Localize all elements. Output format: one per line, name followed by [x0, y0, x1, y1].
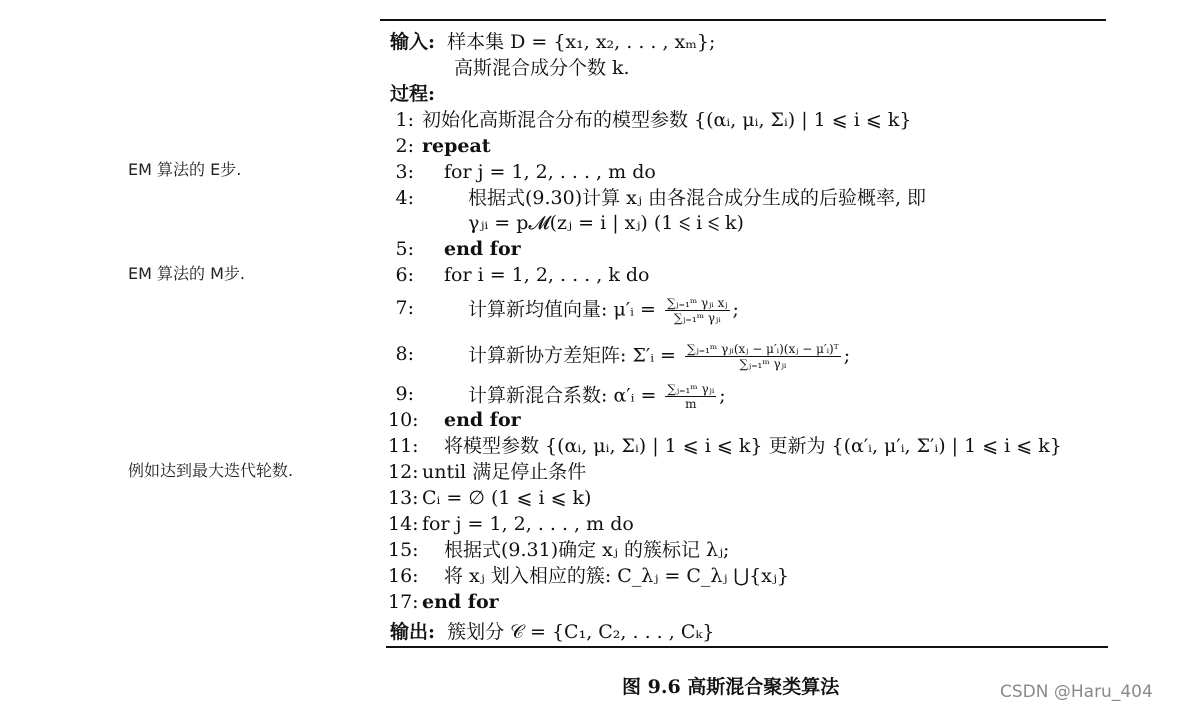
line-number: 11:: [388, 435, 419, 457]
line-text: 计算新均值向量: μ′ᵢ =: [468, 298, 656, 321]
line-number: 10:: [388, 409, 419, 431]
line-tail: ;: [719, 384, 726, 407]
line-text: until 满足停止条件: [422, 461, 587, 483]
line-number: 14:: [388, 513, 419, 535]
input-line1: 样本集 D = {x₁, x₂, . . . , xₘ};: [447, 31, 716, 53]
line-number: 1:: [395, 109, 414, 131]
line-text: for i = 1, 2, . . . , k do: [444, 264, 650, 286]
side-note-iteration: 例如达到最大迭代轮数.: [128, 461, 294, 480]
line-text: 根据式(9.31)确定 xⱼ 的簇标记 λⱼ;: [444, 539, 730, 561]
line-number: 5:: [395, 238, 414, 260]
input-label: 输入:: [390, 31, 436, 53]
line-text: end for: [422, 591, 499, 613]
fraction-denominator: ∑ⱼ₌₁ᵐ γⱼᵢ: [739, 357, 787, 371]
line-tail: ;: [843, 344, 851, 367]
line-number: 3:: [395, 161, 414, 183]
input-line: [390, 30, 715, 54]
output-label: 输出:: [390, 621, 436, 643]
watermark: CSDN @Haru_404: [1000, 682, 1153, 702]
line-text: 初始化高斯混合分布的模型参数 {(αᵢ, μᵢ, Σᵢ) | 1 ⩽ i ⩽ k}: [422, 109, 912, 131]
fraction-denominator: m: [685, 397, 697, 411]
process-label: 过程:: [390, 83, 436, 105]
line-text: for j = 1, 2, . . . , m do: [422, 513, 634, 535]
output-line: [390, 620, 714, 644]
line-number: 9:: [395, 383, 414, 405]
line-number: 7:: [395, 297, 414, 319]
line-text: Cᵢ = ∅ (1 ⩽ i ⩽ k): [422, 487, 592, 509]
line-text: repeat: [422, 135, 491, 157]
line-number: 4:: [395, 187, 414, 209]
side-note-e-step: EM 算法的 E步.: [128, 160, 242, 179]
line-tail: ;: [732, 298, 739, 321]
line-text: end for: [444, 238, 521, 260]
fraction-numerator: ∑ⱼ₌₁ᵐ γⱼᵢ: [667, 382, 715, 396]
input-line2: 高斯混合成分个数 k.: [454, 57, 630, 79]
side-note-m-step: EM 算法的 M步.: [128, 264, 245, 283]
algo-line-4-cont: γⱼᵢ = p𝓜(zⱼ = i | xⱼ) (1 ⩽ i ⩽ k): [468, 212, 744, 234]
figure-caption: 图 9.6 高斯混合聚类算法: [622, 676, 840, 698]
line-text: 计算新混合系数: α′ᵢ =: [468, 384, 657, 407]
line-number: 13:: [388, 487, 419, 509]
line-number: 2:: [395, 135, 414, 157]
line-text: for j = 1, 2, . . . , m do: [444, 161, 656, 183]
line-number: 12:: [388, 461, 419, 483]
output-text: 簇划分 𝒞 = {C₁, C₂, . . . , Cₖ}: [447, 621, 715, 643]
line-text: 将 xⱼ 划入相应的簇: C_λⱼ = C_λⱼ ⋃{xⱼ}: [444, 565, 789, 587]
line-number: 15:: [388, 539, 419, 561]
top-rule: [380, 19, 1106, 21]
fraction: [665, 296, 730, 325]
fraction-denominator: ∑ⱼ₌₁ᵐ γⱼᵢ: [673, 311, 721, 325]
line-number: 17:: [388, 591, 419, 613]
line-text: end for: [444, 409, 521, 431]
bottom-rule: [386, 646, 1108, 648]
line-number: 8:: [395, 343, 414, 365]
line-text: 根据式(9.30)计算 xⱼ 由各混合成分生成的后验概率, 即: [468, 187, 927, 209]
line-text: 将模型参数 {(αᵢ, μᵢ, Σᵢ) | 1 ⩽ i ⩽ k} 更新为 {(α′ᵢ, μ′ᵢ, Σ′ᵢ) | 1 ⩽ i ⩽ k}: [444, 435, 1062, 457]
line-number: 6:: [395, 264, 414, 286]
fraction: [665, 382, 716, 411]
fraction-numerator: ∑ⱼ₌₁ᵐ γⱼᵢ(xⱼ − μ′ᵢ)(xⱼ − μ′ᵢ)ᵀ: [687, 342, 839, 356]
fraction-numerator: ∑ⱼ₌₁ᵐ γⱼᵢ xⱼ: [666, 296, 728, 310]
fraction: [685, 342, 841, 371]
line-text: 计算新协方差矩阵: Σ′ᵢ =: [468, 344, 676, 367]
line-number: 16:: [388, 565, 419, 587]
